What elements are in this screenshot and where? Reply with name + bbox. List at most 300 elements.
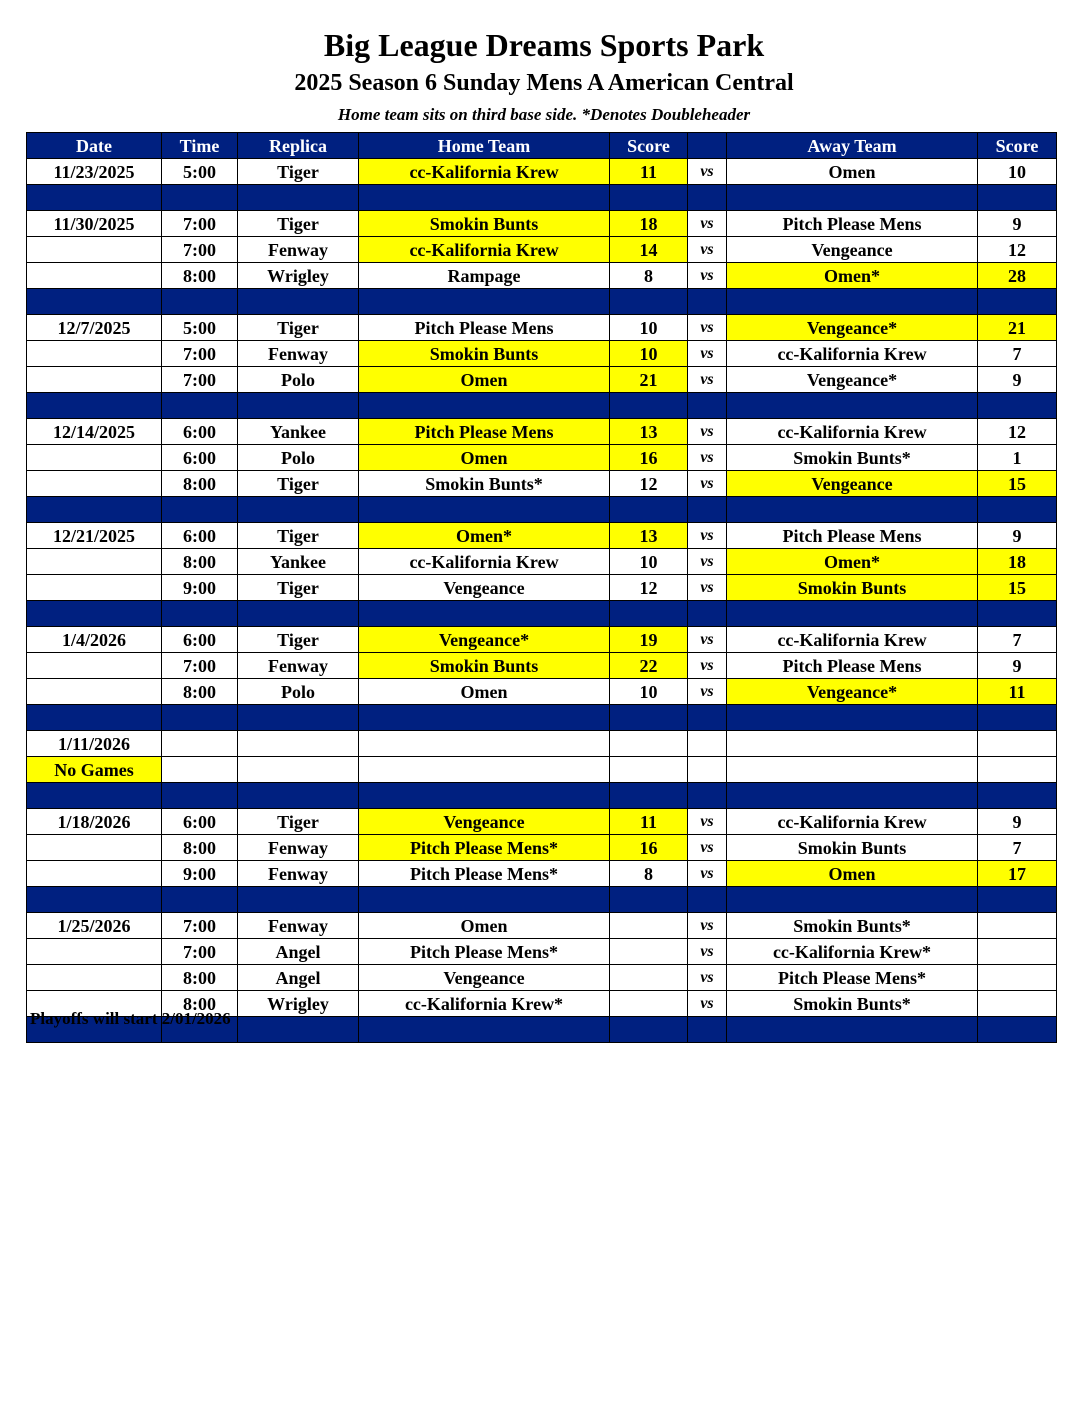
vs-cell: vs	[688, 861, 727, 887]
home-team-cell: cc-Kalifornia Krew*	[359, 991, 610, 1017]
time-cell: 6:00	[162, 523, 238, 549]
game-row	[27, 263, 1057, 289]
replica-cell: Polo	[238, 679, 359, 705]
away-score-cell: 9	[978, 367, 1057, 393]
away-team-cell: Omen	[727, 159, 978, 185]
away-team-cell: Vengeance*	[727, 367, 978, 393]
away-score-cell: 21	[978, 315, 1057, 341]
col-header-home-team: Home Team	[359, 133, 610, 159]
away-team-cell: cc-Kalifornia Krew	[727, 809, 978, 835]
replica-cell: Fenway	[238, 341, 359, 367]
game-row	[27, 159, 1057, 185]
separator-cell	[238, 783, 359, 809]
home-score-cell: 11	[610, 809, 688, 835]
home-score-cell: 13	[610, 523, 688, 549]
replica-cell: Yankee	[238, 419, 359, 445]
separator-cell	[727, 601, 978, 627]
separator-cell	[688, 497, 727, 523]
home-score-cell: 19	[610, 627, 688, 653]
home-team-cell: Vengeance	[359, 575, 610, 601]
date-cell: 1/25/2026	[27, 913, 162, 939]
time-cell: 9:00	[162, 861, 238, 887]
vs-cell: vs	[688, 679, 727, 705]
away-team-cell: Vengeance*	[727, 315, 978, 341]
separator-row	[27, 185, 1057, 211]
home-team-cell: Pitch Please Mens*	[359, 939, 610, 965]
replica-cell: Fenway	[238, 913, 359, 939]
date-cell: 12/14/2025	[27, 419, 162, 445]
game-row	[27, 835, 1057, 861]
vs-cell: vs	[688, 991, 727, 1017]
separator-cell	[727, 887, 978, 913]
time-cell	[162, 757, 238, 783]
separator-cell	[727, 289, 978, 315]
col-header-replica: Replica	[238, 133, 359, 159]
vs-cell: vs	[688, 159, 727, 185]
date-cell	[27, 263, 162, 289]
separator-cell	[610, 1017, 688, 1043]
game-row	[27, 523, 1057, 549]
away-team-cell	[727, 757, 978, 783]
separator-cell	[727, 783, 978, 809]
vs-cell: vs	[688, 237, 727, 263]
home-team-cell: Pitch Please Mens*	[359, 835, 610, 861]
home-score-cell: 12	[610, 471, 688, 497]
away-score-cell	[978, 731, 1057, 757]
replica-cell: Tiger	[238, 809, 359, 835]
vs-cell: vs	[688, 315, 727, 341]
separator-cell	[978, 497, 1057, 523]
schedule-note: Home team sits on third base side. *Denotes Doubleheader	[337, 105, 751, 124]
home-team-cell: Vengeance	[359, 809, 610, 835]
game-row	[27, 679, 1057, 705]
replica-cell: Fenway	[238, 653, 359, 679]
separator-cell	[978, 601, 1057, 627]
replica-cell: Fenway	[238, 861, 359, 887]
home-score-cell	[610, 991, 688, 1017]
home-team-cell	[359, 757, 610, 783]
home-team-cell	[359, 731, 610, 757]
separator-cell	[27, 289, 162, 315]
col-header-away-team: Away Team	[727, 133, 978, 159]
game-row	[27, 861, 1057, 887]
away-score-cell: 17	[978, 861, 1057, 887]
separator-cell	[238, 705, 359, 731]
game-row	[27, 549, 1057, 575]
vs-cell: vs	[688, 549, 727, 575]
replica-cell: Wrigley	[238, 263, 359, 289]
col-header-home-score: Score	[610, 133, 688, 159]
separator-cell	[162, 887, 238, 913]
separator-cell	[359, 185, 610, 211]
time-cell: 6:00	[162, 419, 238, 445]
vs-cell	[688, 731, 727, 757]
away-score-cell: 9	[978, 809, 1057, 835]
game-row	[27, 913, 1057, 939]
separator-cell	[238, 601, 359, 627]
col-header-date: Date	[27, 133, 162, 159]
date-cell	[27, 367, 162, 393]
time-cell: 6:00	[162, 809, 238, 835]
date-cell	[27, 575, 162, 601]
separator-row	[27, 497, 1057, 523]
separator-cell	[359, 705, 610, 731]
separator-cell	[610, 887, 688, 913]
separator-cell	[359, 783, 610, 809]
replica-cell: Wrigley	[238, 991, 359, 1017]
separator-cell	[238, 1017, 359, 1043]
away-score-cell	[978, 991, 1057, 1017]
away-score-cell	[978, 965, 1057, 991]
away-score-cell: 1	[978, 445, 1057, 471]
replica-cell: Fenway	[238, 237, 359, 263]
away-score-cell: 28	[978, 263, 1057, 289]
time-cell: 8:00	[162, 549, 238, 575]
home-team-cell: Vengeance	[359, 965, 610, 991]
away-team-cell	[727, 731, 978, 757]
schedule-table	[26, 132, 1057, 1043]
time-cell: 6:00	[162, 445, 238, 471]
away-team-cell: cc-Kalifornia Krew	[727, 419, 978, 445]
away-score-cell: 15	[978, 575, 1057, 601]
replica-cell	[238, 757, 359, 783]
home-score-cell: 13	[610, 419, 688, 445]
time-cell: 8:00	[162, 679, 238, 705]
vs-cell: vs	[688, 341, 727, 367]
away-team-cell: Omen	[727, 861, 978, 887]
game-row	[27, 367, 1057, 393]
home-score-cell	[610, 913, 688, 939]
game-row	[27, 575, 1057, 601]
away-score-cell	[978, 757, 1057, 783]
separator-cell	[162, 185, 238, 211]
separator-cell	[727, 393, 978, 419]
date-cell: 11/30/2025	[27, 211, 162, 237]
time-cell: 7:00	[162, 237, 238, 263]
game-row	[27, 731, 1057, 757]
separator-cell	[688, 185, 727, 211]
game-row	[27, 939, 1057, 965]
separator-cell	[978, 289, 1057, 315]
home-team-cell: Smokin Bunts	[359, 341, 610, 367]
replica-cell: Tiger	[238, 523, 359, 549]
game-row	[27, 757, 1057, 783]
separator-cell	[162, 497, 238, 523]
home-team-cell: Rampage	[359, 263, 610, 289]
away-team-cell: cc-Kalifornia Krew	[727, 627, 978, 653]
away-team-cell: cc-Kalifornia Krew*	[727, 939, 978, 965]
vs-cell: vs	[688, 471, 727, 497]
vs-cell: vs	[688, 445, 727, 471]
separator-cell	[688, 705, 727, 731]
home-score-cell	[610, 731, 688, 757]
replica-cell: Yankee	[238, 549, 359, 575]
vs-cell: vs	[688, 211, 727, 237]
away-score-cell: 18	[978, 549, 1057, 575]
replica-cell: Polo	[238, 367, 359, 393]
replica-cell: Tiger	[238, 627, 359, 653]
separator-cell	[359, 289, 610, 315]
separator-cell	[27, 393, 162, 419]
replica-cell: Tiger	[238, 211, 359, 237]
vs-cell: vs	[688, 263, 727, 289]
separator-cell	[27, 887, 162, 913]
col-header-vs	[688, 133, 727, 159]
date-cell	[27, 965, 162, 991]
away-score-cell: 12	[978, 419, 1057, 445]
replica-cell: Tiger	[238, 471, 359, 497]
separator-cell	[238, 393, 359, 419]
separator-cell	[27, 601, 162, 627]
date-cell	[27, 835, 162, 861]
vs-cell: vs	[688, 939, 727, 965]
time-cell: 8:00	[162, 965, 238, 991]
replica-cell	[238, 731, 359, 757]
separator-cell	[727, 705, 978, 731]
col-header-time: Time	[162, 133, 238, 159]
home-team-cell: Omen*	[359, 523, 610, 549]
separator-cell	[978, 185, 1057, 211]
vs-cell: vs	[688, 809, 727, 835]
col-header-away-score: Score	[978, 133, 1057, 159]
separator-cell	[688, 1017, 727, 1043]
separator-cell	[162, 705, 238, 731]
home-team-cell: Omen	[359, 913, 610, 939]
date-cell	[27, 939, 162, 965]
home-team-cell: Omen	[359, 445, 610, 471]
vs-cell: vs	[688, 913, 727, 939]
separator-cell	[610, 393, 688, 419]
separator-cell	[727, 497, 978, 523]
game-row	[27, 237, 1057, 263]
replica-cell: Angel	[238, 939, 359, 965]
date-cell	[27, 471, 162, 497]
date-cell: No Games	[27, 757, 162, 783]
separator-cell	[688, 783, 727, 809]
separator-cell	[162, 601, 238, 627]
separator-cell	[727, 185, 978, 211]
home-team-cell: cc-Kalifornia Krew	[359, 159, 610, 185]
time-cell: 7:00	[162, 367, 238, 393]
away-team-cell: Vengeance	[727, 237, 978, 263]
separator-cell	[610, 601, 688, 627]
game-row	[27, 315, 1057, 341]
game-row	[27, 211, 1057, 237]
home-team-cell: Omen	[359, 367, 610, 393]
home-team-cell: Omen	[359, 679, 610, 705]
time-cell: 9:00	[162, 575, 238, 601]
separator-row	[27, 289, 1057, 315]
away-team-cell: cc-Kalifornia Krew	[727, 341, 978, 367]
away-score-cell: 9	[978, 653, 1057, 679]
separator-cell	[978, 887, 1057, 913]
date-cell: 1/11/2026	[27, 731, 162, 757]
home-score-cell: 16	[610, 445, 688, 471]
date-cell	[27, 549, 162, 575]
date-cell: 1/4/2026	[27, 627, 162, 653]
away-team-cell: Pitch Please Mens	[727, 653, 978, 679]
home-score-cell: 22	[610, 653, 688, 679]
separator-cell	[359, 497, 610, 523]
replica-cell: Tiger	[238, 159, 359, 185]
home-score-cell: 8	[610, 263, 688, 289]
separator-row	[27, 887, 1057, 913]
time-cell: 7:00	[162, 913, 238, 939]
separator-row	[27, 705, 1057, 731]
home-team-cell: Pitch Please Mens*	[359, 861, 610, 887]
home-score-cell: 10	[610, 549, 688, 575]
separator-cell	[162, 783, 238, 809]
home-score-cell: 12	[610, 575, 688, 601]
time-cell: 7:00	[162, 939, 238, 965]
away-team-cell: Pitch Please Mens	[727, 523, 978, 549]
vs-cell: vs	[688, 627, 727, 653]
separator-cell	[359, 1017, 610, 1043]
vs-cell	[688, 757, 727, 783]
separator-cell	[727, 1017, 978, 1043]
separator-cell	[238, 185, 359, 211]
away-team-cell: Smokin Bunts*	[727, 991, 978, 1017]
replica-cell: Polo	[238, 445, 359, 471]
vs-cell: vs	[688, 523, 727, 549]
separator-cell	[27, 705, 162, 731]
time-cell: 8:00	[162, 991, 238, 1017]
time-cell: 5:00	[162, 159, 238, 185]
game-row	[27, 419, 1057, 445]
away-team-cell: Pitch Please Mens	[727, 211, 978, 237]
home-score-cell	[610, 965, 688, 991]
replica-cell: Tiger	[238, 315, 359, 341]
time-cell: 6:00	[162, 627, 238, 653]
home-team-cell: cc-Kalifornia Krew	[359, 237, 610, 263]
away-team-cell: Omen*	[727, 549, 978, 575]
vs-cell: vs	[688, 653, 727, 679]
separator-cell	[238, 497, 359, 523]
home-team-cell: Pitch Please Mens	[359, 315, 610, 341]
home-team-cell: cc-Kalifornia Krew	[359, 549, 610, 575]
separator-cell	[610, 289, 688, 315]
away-team-cell: Smokin Bunts	[727, 575, 978, 601]
separator-cell	[688, 289, 727, 315]
time-cell	[162, 731, 238, 757]
away-score-cell: 7	[978, 627, 1057, 653]
date-cell: 1/18/2026	[27, 809, 162, 835]
separator-cell	[162, 289, 238, 315]
separator-row	[27, 601, 1057, 627]
separator-cell	[27, 185, 162, 211]
separator-cell	[359, 887, 610, 913]
away-team-cell: Vengeance*	[727, 679, 978, 705]
home-team-cell: Smokin Bunts	[359, 211, 610, 237]
away-score-cell: 9	[978, 523, 1057, 549]
separator-cell	[688, 393, 727, 419]
home-score-cell: 11	[610, 159, 688, 185]
time-cell: 7:00	[162, 341, 238, 367]
away-score-cell: 7	[978, 835, 1057, 861]
game-row	[27, 965, 1057, 991]
separator-cell	[27, 783, 162, 809]
away-score-cell: 9	[978, 211, 1057, 237]
game-row	[27, 341, 1057, 367]
away-score-cell: 15	[978, 471, 1057, 497]
date-cell: 11/23/2025	[27, 159, 162, 185]
away-team-cell: Smokin Bunts*	[727, 913, 978, 939]
separator-cell	[238, 887, 359, 913]
replica-cell: Angel	[238, 965, 359, 991]
separator-cell	[688, 887, 727, 913]
date-cell	[27, 445, 162, 471]
separator-cell	[610, 185, 688, 211]
home-score-cell: 14	[610, 237, 688, 263]
time-cell: 8:00	[162, 835, 238, 861]
header-row	[27, 133, 1057, 159]
away-score-cell: 12	[978, 237, 1057, 263]
time-cell: 8:00	[162, 471, 238, 497]
away-score-cell: 10	[978, 159, 1057, 185]
game-row	[27, 445, 1057, 471]
home-score-cell: 21	[610, 367, 688, 393]
separator-cell	[978, 1017, 1057, 1043]
page-subtitle: 2025 Season 6 Sunday Mens A American Central	[294, 70, 794, 96]
away-score-cell	[978, 913, 1057, 939]
time-cell: 5:00	[162, 315, 238, 341]
separator-cell	[238, 289, 359, 315]
separator-row	[27, 393, 1057, 419]
away-team-cell: Smokin Bunts	[727, 835, 978, 861]
home-score-cell: 10	[610, 679, 688, 705]
away-team-cell: Smokin Bunts*	[727, 445, 978, 471]
replica-cell: Fenway	[238, 835, 359, 861]
game-row	[27, 809, 1057, 835]
separator-cell	[610, 497, 688, 523]
game-row	[27, 627, 1057, 653]
home-score-cell: 10	[610, 341, 688, 367]
time-cell: 8:00	[162, 263, 238, 289]
away-score-cell: 11	[978, 679, 1057, 705]
page-title: Big League Dreams Sports Park	[323, 27, 765, 63]
home-score-cell: 18	[610, 211, 688, 237]
separator-cell	[162, 393, 238, 419]
game-row	[27, 471, 1057, 497]
date-cell	[27, 341, 162, 367]
date-cell	[27, 861, 162, 887]
separator-cell	[359, 601, 610, 627]
separator-cell	[359, 393, 610, 419]
vs-cell: vs	[688, 367, 727, 393]
date-cell	[27, 653, 162, 679]
date-cell: 12/7/2025	[27, 315, 162, 341]
home-score-cell	[610, 939, 688, 965]
home-team-cell: Smokin Bunts*	[359, 471, 610, 497]
time-cell: 7:00	[162, 653, 238, 679]
separator-cell	[610, 705, 688, 731]
home-score-cell: 16	[610, 835, 688, 861]
vs-cell: vs	[688, 419, 727, 445]
away-score-cell: 7	[978, 341, 1057, 367]
home-team-cell: Pitch Please Mens	[359, 419, 610, 445]
home-team-cell: Smokin Bunts	[359, 653, 610, 679]
home-score-cell: 10	[610, 315, 688, 341]
home-score-cell	[610, 757, 688, 783]
playoffs-note: Playoffs will start 2/01/2026	[30, 1009, 231, 1028]
vs-cell: vs	[688, 575, 727, 601]
away-team-cell: Omen*	[727, 263, 978, 289]
replica-cell: Tiger	[238, 575, 359, 601]
separator-row	[27, 783, 1057, 809]
vs-cell: vs	[688, 835, 727, 861]
home-score-cell: 8	[610, 861, 688, 887]
separator-cell	[978, 783, 1057, 809]
